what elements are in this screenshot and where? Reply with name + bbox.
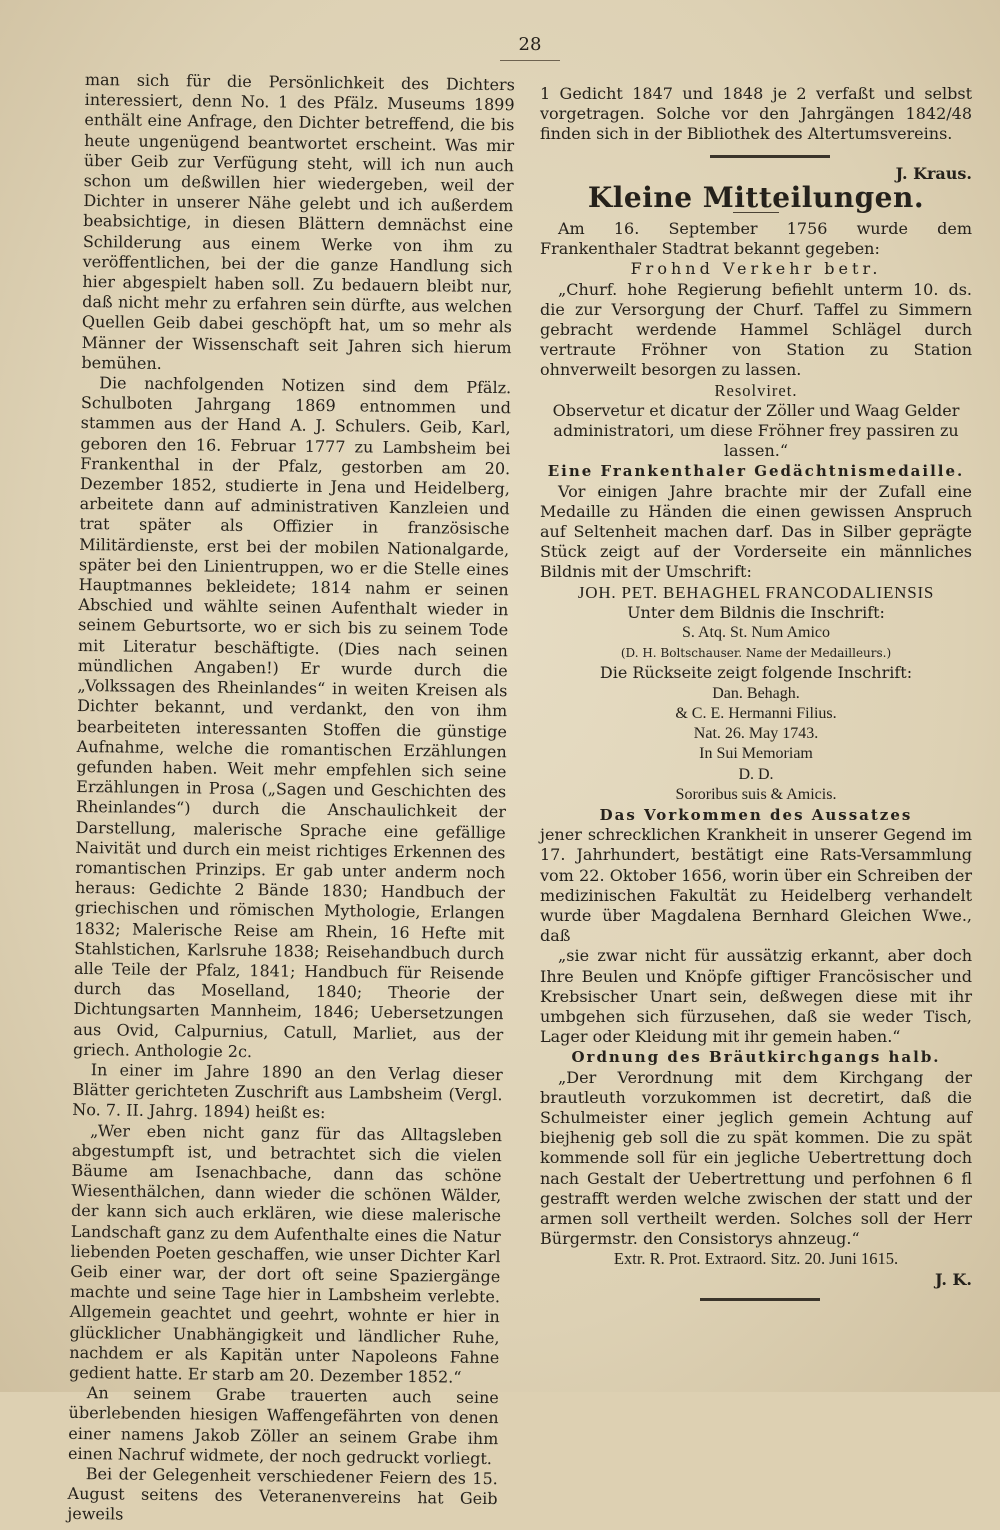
quote-wedding-order: „Der Verordnung mit dem Kirchgang der brautleuth vorzukommen ist decretirt, daß die Schulmeister einer jeglich gemein Achtung auf biejhenig geb soll die zu spät kommen. Die zu spät kommende soll für ein jegliche Uebertrettung doch nach Gestalt der Uebertrettung und perfohnen 6 fl gestrafft werden welche zwischen der statt und der armen soll vertheilt werden. Solches soll der Herr Bürgermstr. den Consistorys ahnzeug.“	[540, 1067, 972, 1249]
page-number-rule	[500, 60, 560, 61]
coin-back-line-2: & C. E. Hermanni Filius.	[675, 704, 837, 722]
left-column	[67, 70, 515, 1530]
section-title: Kleine Mitteilungen.	[587, 180, 925, 214]
heading-medal: Eine Frankenthaler Gedächtnismedaille.	[547, 462, 965, 481]
page-number: 28	[518, 34, 542, 55]
paragraph-medal: Vor einigen Jahre brachte mir der Zufall eine Medaille zu Händen die einen gewissen Anspruch auf Seltenheit machen darf. Das in Silber geprägte Stück zeigt auf der Vorderseite ein männliches Bildnis mit der Umschrift:	[540, 481, 972, 582]
paragraph-lambsheim-letter: In einer im Jahre 1890 an den Verlag dieser Blätter gerichteten Zuschrift aus Lambsheim (Vergl. No. 7. II. Jahrg. 1894) heißt es:	[72, 1060, 503, 1123]
closing-divider	[700, 1298, 820, 1301]
heading-wedding-order: Ordnung des Bräutkirchgangs halb.	[571, 1048, 941, 1067]
section-divider	[710, 155, 830, 158]
paragraph-frohnd-intro: Am 16. September 1756 wurde dem Frankenthaler Stadtrat bekannt gegeben:	[540, 219, 972, 259]
resolviret-line: Resolviret.	[714, 380, 798, 400]
coin-inscription-under: S. Atq. St. Num Amico	[681, 624, 831, 642]
heading-frohnd: Frohnd Verkehr betr.	[630, 259, 882, 279]
coin-back-label: Die Rückseite zeigt folgende Inschrift:	[599, 663, 913, 683]
coin-back-line-1: Dan. Behagh.	[712, 684, 800, 702]
coin-medallist-note: (D. H. Boltschauser. Name der Medailleurs.)	[620, 646, 892, 661]
quote-frohnd: „Churf. hohe Regierung befiehlt unterm 10. ds. die zur Versorgung der Churf. Taffel zu Simmern gebracht werdende Hammel Schlägel durch vertraute Fröhner von Station zu Station ohnverweilt besorgen zu lassen.	[540, 279, 972, 380]
quote-leprosy: „sie zwar nicht für aussätzig erkannt, aber doch Ihre Beulen und Knöpfe giftiger Francösischer und Krebsischer Unart sein, deßwegen diese mit ihr umbgehen sich fürzusehen, daß sie weder Tisch, Lager oder Kleidung mit ihr gemein haben.“	[540, 946, 972, 1047]
signature-jk: J. K.	[935, 1269, 972, 1289]
paragraph-veterans: Bei der Gelegenheit verschiedener Feiern des 15. August seitens des Veteranenvereins hat Geib jeweils	[67, 1464, 498, 1524]
paragraph-geib-biography: Die nachfolgenden Notizen sind dem Pfälz. Schulboten Jahrgang 1869 entnommen und stammen aus der Hand A. J. Schulers. Geib, Karl, geboren den 16. Februar 1777 zu Lambsheim bei Frankenthal in der Pfalz, gestorben am 20. Dezember 1852, studierte in Jena und Heidelberg, arbeitete dann auf administrativen Kanzleien und trat später als Offizier in französische Militärdienste, erst bei der mobilen Nationalgarde, später bei den Linientruppen, wo er die Stelle eines Hauptmannes bekleidete; 1814 nahm er seinen Abschied und wählte seinen Aufenthalt wieder in seinem Geburtsorte, wo er sich bis zu seinem Tode mit Literatur beschäftigte. (Dies nach seinen mündlichen Angaben!) Er wurde durch die „Volkssagen des Rheinlandes“ in weiten Kreisen als Dichter bekannt, und verdankt, den von ihm bearbeiteten interessanten Stoffen die günstige Aufnahme, welche die romantischen Erzählungen gefunden haben. Weit mehr empfehlen sich seine Erzählungen in Prosa („Sagen und Geschichten des Rheinlandes“) durch die Anschaulichkeit der Darstellung, malerische Sprache eine gefällige Naivität und durch ein meist richtiges Erkennen des romantischen Prinzips. Er gab unter anderm noch heraus: Gedichte 2 Bände 1830; Handbuch der griechischen und römischen Mythologie, Erlangen 1832; Malerische Reise am Rhein, 16 Hefte mit Stahlstichen, Karlsruhe 1838; Reisehandbuch durch alle Teile der Pfalz, 1841; Handbuch für Reisende durch das Moselland, 1840; Theorie der Dichtungsarten Mannheim, 1846; Uebersetzungen aus Ovid, Calpurnius, Catull, Marliet, aus der griech. Anthologie 2c.	[72, 373, 512, 1061]
signature-kraus: J. Kraus.	[895, 163, 972, 183]
heading-leprosy: Das Vorkommen des Aussatzes	[599, 805, 913, 824]
coin-under-label: Unter dem Bildnis die Inschrift:	[627, 602, 885, 622]
coin-inscription-front: JOH. PET. BEHAGHEL FRANCODALIENSIS	[577, 582, 935, 602]
coin-back-line-4: In Sui Memoriam	[699, 745, 813, 763]
paragraph-leprosy: jener schrecklichen Krankheit in unserer Gegend im 17. Jahrhundert, bestätigt eine Rats-Versammlung vom 22. Oktober 1656, worin über ein Schreiben der medizinischen Fakultät zu Heidelberg verhandelt wurde über Magdalena Bernhard Gleichen Wwe., daß	[540, 825, 972, 946]
paragraph-grave: An seinem Grabe trauerten auch seine überlebenden hiesigen Waffengefährten von denen einer namens Jakob Zöller an seinem Grabe ihm einen Nachruf widmete, der noch gedruckt vorliegt.	[67, 1383, 499, 1468]
quote-lambsheim: „Wer eben nicht ganz für das Alltagsleben abgestumpft ist, und betrachtet sich die vielen Bäume am Isenachbache, dann das schöne Wiesenthälchen, dann wieder die schönen Wälder, der kann sich auch erklären, wie diese malerische Landschaft ganz zu dem Aufenthalte eines die Natur liebenden Poeten geschaffen, wie unser Dichter Karl Geib einer war, der dort oft seine Spaziergänge machte und seine Tage hier in Lambsheim verlebte. Allgemein geachtet und geehrt, wohnte er hier in glücklicher Unabhängigkeit und ländlicher Ruhe, nachdem er als Kapitän unter Napoleons Fahne gedient hatte. Er starb am 20. Dezember 1852.“	[68, 1120, 503, 1387]
latin-decree: Observetur et dicatur der Zöller und Waag Gelder administratori, um diese Fröhner frey passiren zu lassen.“	[552, 400, 960, 461]
paragraph-continuation: 1 Gedicht 1847 und 1848 je 2 verfaßt und selbst vorgetragen. Solche vor den Jahrgängen 1842/48 finden sich in der Bibliothek des Altertumsvereins.	[540, 84, 972, 144]
coin-back-line-5: D. D.	[738, 765, 774, 783]
right-column	[540, 84, 972, 1301]
paragraph-geib-intro: man sich für die Persönlichkeit des Dichters interessiert, denn No. 1 des Pfälz. Museums 1899 enthält eine Anfrage, den Dichter betreffend, die bis heute ungenügend beantwortet erscheint. Was mir über Geib zur Verfügung steht, will ich nun auch schon um deßwillen hier wiedergeben, weil der Dichter in unserer Nähe gelebt und ich außerdem beabsichtige, in diesen Blättern demnächst eine Schilderung aus einem Werke von ihm zu veröffentlichen, bei der die ganze Handlung sich hier abgespielt haben soll. Zu bedauern bleibt nur, daß nicht mehr zu erfahren sein dürfte, aus welchen Quellen Geib dabei geschöpft hat, um so mehr als Männer der Wissenschaft seit Jahren sich hierum bemühen.	[81, 70, 515, 373]
coin-back-line-3: Nat. 26. May 1743.	[693, 725, 819, 743]
extract-reference: Extr. R. Prot. Extraord. Sitz. 20. Juni 1615.	[613, 1249, 899, 1269]
coin-back-line-6: Sororibus suis & Amicis.	[675, 785, 837, 803]
